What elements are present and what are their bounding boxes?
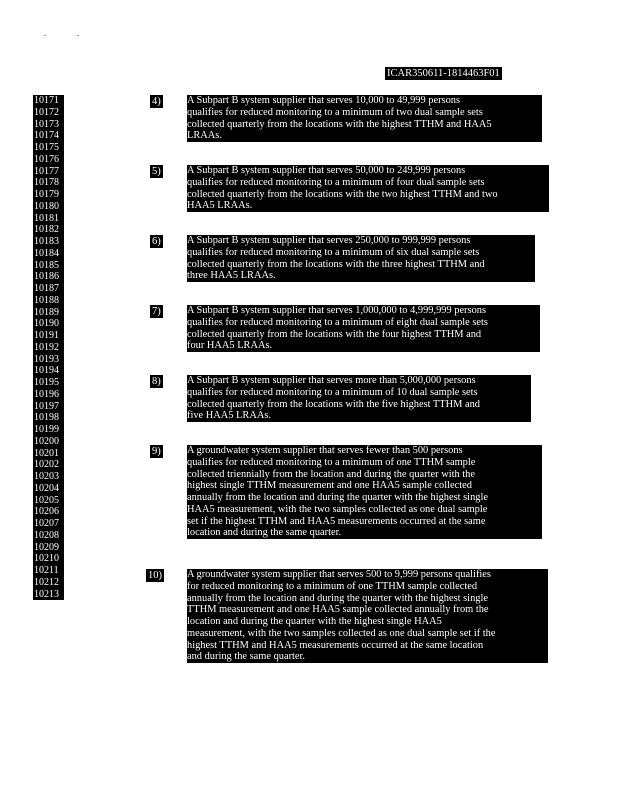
paragraph-line: A Subpart B system supplier that serves more than 5,000,000 persons: [187, 375, 476, 386]
item-number-4: 4): [152, 96, 161, 107]
paragraph-line: A Subpart B system supplier that serves 10,000 to 49,999 persons: [187, 95, 461, 106]
line-number: 10200: [33, 436, 64, 448]
line-number: 10209: [33, 542, 64, 554]
paragraph-line: qualifies for reduced monitoring to a minimum of four dual sample sets: [187, 176, 485, 188]
paragraph-line: four HAA5 LRAAs.: [187, 340, 273, 352]
item-number-5: 5): [152, 166, 161, 177]
line-number: 10204: [33, 483, 64, 495]
paragraph-line: qualifies for reduced monitoring to a minimum of six dual sample sets: [187, 246, 480, 258]
line-number: 10208: [33, 530, 64, 542]
line-number: 10202: [33, 459, 64, 471]
line-number: 10203: [33, 471, 64, 483]
line-number: 10181: [33, 213, 64, 225]
paragraph-line: collected quarterly from the locations with the five highest TTHM and: [187, 398, 480, 410]
paragraph-line: LRAAs.: [187, 130, 222, 142]
line-number: 10183: [33, 236, 64, 248]
paragraph-line: collected quarterly from the locations with the highest TTHM and HAA5: [187, 118, 492, 130]
line-number: 10180: [33, 201, 64, 213]
line-number: 10195: [33, 377, 64, 389]
item-number-9: 9): [152, 446, 161, 457]
line-number: 10193: [33, 354, 64, 366]
line-number: 10171: [33, 95, 64, 107]
paragraph-line: collected quarterly from the locations with the three highest TTHM and: [187, 258, 485, 270]
line-number: 10178: [33, 177, 64, 189]
line-number: 10184: [33, 248, 64, 260]
paragraph-line: A Subpart B system supplier that serves 1,000,000 to 4,999,999 persons: [187, 305, 486, 316]
item-number-8: 8): [152, 376, 161, 387]
line-number: 10212: [33, 577, 64, 589]
line-number: 10210: [33, 553, 64, 565]
item-paragraph-5: [187, 165, 549, 212]
paragraph-line: A Subpart B system supplier that serves 250,000 to 999,999 persons: [187, 235, 471, 246]
line-number: 10198: [33, 412, 64, 424]
line-number: 10177: [33, 166, 64, 178]
line-number: 10174: [33, 130, 64, 142]
line-number: 10185: [33, 260, 64, 272]
line-number: 10173: [33, 119, 64, 131]
line-number: 10207: [33, 518, 64, 530]
paragraph-line: collected quarterly from the locations with the two highest TTHM and two: [187, 188, 498, 200]
paragraph-line: HAA5 LRAAs.: [187, 200, 253, 212]
item-number-10: 10): [148, 570, 162, 581]
line-number: 10172: [33, 107, 64, 119]
paragraph-line: measurement, with the two samples collected as one dual sample set if the: [187, 627, 496, 639]
line-number: 10206: [33, 506, 64, 518]
item-paragraph-9: [187, 445, 542, 539]
line-number: 10182: [33, 224, 64, 236]
paragraph-line: A Subpart B system supplier that serves 50,000 to 249,999 persons: [187, 165, 466, 176]
line-number: 10201: [33, 448, 64, 460]
paragraph-line: highest TTHM and HAA5 measurements occurred at the same location: [187, 639, 484, 651]
paragraph-line: for reduced monitoring to a minimum of one TTHM sample collected: [187, 580, 478, 592]
line-number: 10187: [33, 283, 64, 295]
item-paragraph-8: [187, 375, 531, 422]
scan-speck: [77, 35, 79, 36]
item-number-7: 7): [152, 306, 161, 317]
line-number: 10176: [33, 154, 64, 166]
line-number: 10190: [33, 318, 64, 330]
line-number: 10179: [33, 189, 64, 201]
paragraph-line: qualifies for reduced monitoring to a minimum of one TTHM sample: [187, 456, 476, 468]
line-number: 10189: [33, 307, 64, 319]
line-number-column: [33, 95, 64, 600]
line-number: 10175: [33, 142, 64, 154]
paragraph-line: three HAA5 LRAAs.: [187, 270, 276, 282]
line-number: 10211: [33, 565, 64, 577]
paragraph-line: location and during the same quarter.: [187, 527, 342, 539]
line-number: 10199: [33, 424, 64, 436]
line-number: 10213: [33, 589, 64, 601]
paragraph-line: TTHM measurement and one HAA5 sample collected annually from the: [187, 604, 489, 616]
item-paragraph-4: [187, 95, 542, 142]
paragraph-line: qualifies for reduced monitoring to a minimum of eight dual sample sets: [187, 316, 488, 328]
paragraph-line: qualifies for reduced monitoring to a minimum of 10 dual sample sets: [187, 386, 478, 398]
paragraph-line: annually from the location and during the quarter with the highest single: [187, 492, 488, 504]
paragraph-line: A groundwater system supplier that serves 500 to 9,999 persons qualifies: [187, 569, 491, 580]
paragraph-line: qualifies for reduced monitoring to a minimum of two dual sample sets: [187, 106, 483, 118]
paragraph-line: and during the same quarter.: [187, 651, 306, 663]
line-number: 10192: [33, 342, 64, 354]
paragraph-line: five HAA5 LRAAs.: [187, 410, 271, 422]
line-number: 10196: [33, 389, 64, 401]
paragraph-line: collected quarterly from the locations with the four highest TTHM and: [187, 328, 482, 340]
item-paragraph-6: [187, 235, 535, 282]
paragraph-line: highest single TTHM measurement and one HAA5 sample collected: [187, 480, 472, 492]
paragraph-line: set if the highest TTHM and HAA5 measurements occurred at the same: [187, 515, 486, 527]
paragraph-line: annually from the location and during the quarter with the highest single: [187, 592, 488, 604]
line-number: 10191: [33, 330, 64, 342]
line-number: 10197: [33, 401, 64, 413]
line-number: 10205: [33, 495, 64, 507]
paragraph-line: HAA5 measurement, with the two samples collected as one dual sample: [187, 503, 488, 515]
item-paragraph-7: [187, 305, 540, 352]
paragraph-line: collected triennially from the location and during the quarter with the: [187, 468, 475, 480]
scan-speck: [44, 35, 46, 36]
item-paragraph-10: [187, 569, 548, 663]
item-number-6: 6): [152, 236, 161, 247]
document-id: ICAR350611-1814463F01: [387, 68, 500, 79]
paragraph-line: A groundwater system supplier that serves fewer than 500 persons: [187, 445, 463, 456]
line-number: 10188: [33, 295, 64, 307]
line-number: 10194: [33, 365, 64, 377]
line-number: 10186: [33, 271, 64, 283]
paragraph-line: location and during the quarter with the highest single HAA5: [187, 616, 442, 628]
